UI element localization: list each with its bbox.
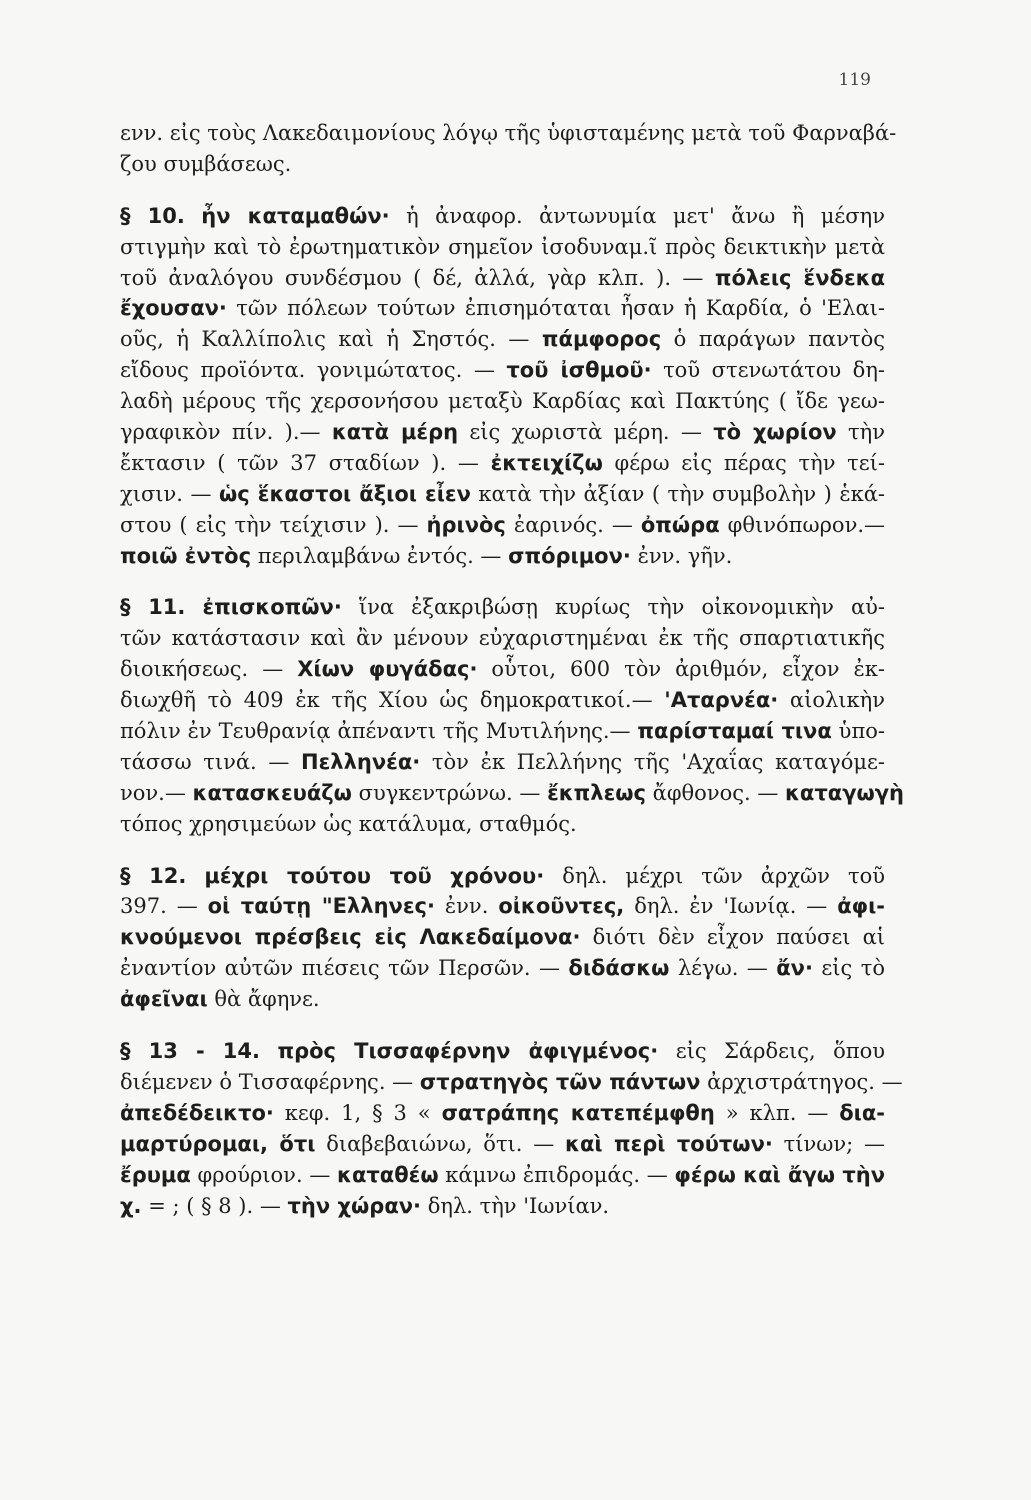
- bold-term: Χίων φυγάδας·: [297, 657, 478, 682]
- text-run: [185, 595, 202, 619]
- text-run: τὸν ἐκ Πελλήνης τῆς 'Αχαΐας καταγόμε-: [420, 749, 885, 774]
- text-run: ἔκτασιν ( τῶν 37 σταδίων ). —: [120, 450, 491, 475]
- text-run: στιγμὴν καὶ τὸ ἐρωτηματικὸν σημεῖον ἰσοδυναμ.ῖ πρὸς δεικτικὴν μετὰ: [120, 234, 885, 259]
- page-number: 119: [838, 70, 871, 90]
- text-line: [120, 716, 885, 747]
- bold-term: καταγωγὴ: [785, 780, 905, 805]
- bold-term: πάμφορος: [541, 327, 662, 352]
- bold-term: ἀφεῖναι: [120, 987, 208, 1012]
- text-run: ἐαρινός. —: [505, 512, 641, 537]
- text-line: [120, 293, 885, 324]
- bold-term: ἐπισκοπῶν·: [202, 595, 342, 620]
- text-line: [120, 448, 885, 479]
- text-run: συγκεντρώνω. —: [351, 780, 548, 805]
- bold-term: πρὸς Τισσαφέρνην ἀφιγμένος·: [277, 1039, 659, 1064]
- bold-term: § 11.: [120, 595, 186, 620]
- text-line: [120, 263, 885, 294]
- bold-term: διδάσκω: [568, 956, 670, 981]
- bold-term: μέχρι τούτου τοῦ χρόνου·: [204, 863, 545, 888]
- text-line: [120, 922, 885, 953]
- text-run: ενν. εἰς τοὺς Λακεδαιμονίους λόγῳ τῆς ὑφισταμένης μετὰ τοῦ Φαρναβά-: [120, 121, 897, 145]
- bold-term: Πελληνέα·: [301, 749, 421, 774]
- text-run: [260, 1039, 277, 1063]
- text-run: ἡ ἀναφορ. ἀντωνυμία μετ' ἄνω ἢ μέσην: [389, 203, 885, 228]
- bold-term: κατὰ μέρη: [331, 420, 459, 445]
- text-run: τάσσω τινά. —: [120, 749, 302, 774]
- text-run: [186, 864, 204, 888]
- text-run: φθινόπωρον.—: [719, 512, 886, 537]
- text-line: [120, 510, 885, 541]
- text-run: φρούριον. —: [190, 1162, 338, 1187]
- text-line: [120, 1129, 885, 1160]
- text-line: [120, 1067, 903, 1098]
- text-line: [120, 201, 885, 232]
- text-line: [120, 861, 885, 892]
- text-run: ἐναντίον αὐτῶν πιέσεις τῶν Περσῶν. —: [120, 956, 569, 981]
- bold-term: ἔχουσαν·: [120, 296, 227, 321]
- text-run: περιλαμβάνω ἐντός. —: [251, 543, 509, 568]
- text-run: ἐνν. γῆν.: [630, 543, 733, 568]
- bold-term: καὶ περὶ τούτων·: [565, 1131, 773, 1156]
- text-run: εἰς χωριστὰ μέρη. —: [458, 420, 714, 445]
- commentary-text: [120, 118, 905, 1221]
- text-run: διέμενεν ὁ Τισσαφέρνης. —: [120, 1069, 420, 1094]
- text-line: [120, 891, 885, 922]
- text-line: [120, 654, 885, 685]
- text-line: [120, 592, 885, 623]
- text-line: [120, 324, 885, 355]
- text-run: ἵνα ἐξακριβώσῃ κυρίως τὴν οἰκονομικὴν αὐ-: [341, 595, 885, 620]
- text-line: [120, 355, 885, 386]
- bold-term: μαρτύρομαι, ὅτι: [120, 1131, 316, 1156]
- bold-term: οἰκοῦντες,: [498, 894, 625, 919]
- bold-term: ἔκπλεως: [547, 780, 646, 805]
- text-run: ἐνν.: [434, 894, 499, 919]
- text-run: εἴδους προϊόντα. γονιμώτατος. —: [120, 358, 507, 383]
- text-run: ἀρχιστράτηγος. —: [700, 1069, 903, 1094]
- text-run: δηλ. ἐν 'Ιωνίᾳ. —: [624, 894, 838, 919]
- bold-term: στρατηγὸς τῶν πάντων: [419, 1069, 701, 1094]
- text-line: [120, 623, 885, 654]
- text-line: [120, 149, 885, 180]
- text-line: [120, 541, 885, 572]
- text-run: κεφ. 1, § 3 «: [273, 1100, 442, 1125]
- text-run: ὁ παράγων παντὸς: [661, 327, 885, 352]
- text-line: [120, 1036, 885, 1067]
- text-run: τοῦ ἀναλόγου συνδέσμου ( δέ, ἀλλά, γὰρ κλπ. ). —: [120, 265, 715, 290]
- bold-term: χ.: [120, 1193, 142, 1218]
- text-line: [120, 984, 885, 1015]
- bold-term: § 13 - 14.: [120, 1039, 260, 1064]
- text-line: [120, 809, 885, 840]
- text-line: [120, 685, 885, 716]
- bold-term: σπόριμον·: [508, 543, 631, 568]
- text-run: στου ( εἰς τὴν τείχισιν ). —: [120, 512, 427, 537]
- text-run: » κλπ. —: [714, 1100, 840, 1125]
- bold-term: δια-: [839, 1100, 886, 1125]
- text-run: κάμνω ἐπιδρομάς. —: [438, 1162, 675, 1187]
- text-line: [120, 386, 885, 417]
- text-run: τόπος χρησιμεύων ὡς κατάλυμα, σταθμός.: [120, 811, 577, 836]
- text-run: οὗτοι, 600 τὸν ἀριθμόν, εἶχον ἐκ-: [477, 657, 885, 682]
- text-run: διότι δὲν εἶχον παύσει αἱ: [580, 925, 885, 950]
- text-run: [185, 204, 201, 228]
- text-run: διοικήσεως. —: [120, 657, 298, 682]
- text-line: [120, 953, 885, 984]
- text-run: λέγω. —: [669, 956, 777, 981]
- bold-term: ἠρινὸς: [426, 512, 506, 537]
- text-run: φέρω εἰς πέρας τὴν τεί-: [602, 450, 885, 475]
- text-run: νον.—: [120, 780, 193, 805]
- text-run: τὴν: [836, 420, 886, 445]
- bold-term: κνούμενοι πρέσβεις εἰς Λακεδαίμονα·: [120, 925, 581, 950]
- text-run: ζου συμβάσεως.: [120, 151, 292, 176]
- text-run: ἄφθονος. —: [645, 780, 786, 805]
- bold-term: πόλεις ἕνδεκα: [714, 265, 885, 290]
- bold-term: τὸ χωρίον: [713, 420, 837, 445]
- text-line: [120, 118, 897, 149]
- bold-term: ἔρυμα: [120, 1162, 191, 1187]
- text-run: τῶν κατάστασιν καὶ ἂν μένουν εὐχαριστημέναι ἐκ τῆς σπαρτιατικῆς: [120, 626, 885, 651]
- bold-term: ἦν καταμαθών·: [201, 203, 390, 228]
- bold-term: ἄν·: [776, 956, 813, 981]
- text-run: δηλ. τὴν 'Ιωνίαν.: [421, 1193, 610, 1218]
- bold-term: § 12.: [120, 863, 187, 888]
- text-run: χισιν. —: [120, 481, 219, 506]
- text-line: [120, 1191, 885, 1222]
- text-run: δηλ. μέχρι τῶν ἀρχῶν τοῦ: [544, 863, 885, 888]
- bold-term: παρίσταμαί τινα: [637, 719, 832, 744]
- text-run: τῶν πόλεων τούτων ἐπισημόταται ἦσαν ἡ Καρδία, ὁ 'Ελαι-: [226, 296, 885, 321]
- text-run: κατὰ τὴν ἀξίαν ( τὴν συμβολὴν ) ἑκά-: [470, 481, 886, 506]
- bold-term: σατράπης κατεπέμφθη: [441, 1100, 715, 1125]
- text-run: διωχθῆ τὸ 409 ἐκ τῆς Χίου ὡς δημοκρατικοί.—: [120, 688, 665, 713]
- text-run: θὰ ἄφηνε.: [207, 987, 320, 1012]
- text-line: [120, 1098, 885, 1129]
- bold-term: ἀφι-: [837, 894, 886, 919]
- text-run: πόλιν ἐν Τευθρανίᾳ ἀπέναντι τῆς Μυτιλήνης.—: [120, 719, 638, 744]
- bold-term: ἀπεδέδεικτο·: [120, 1100, 274, 1125]
- bold-term: ἐκτειχίζω: [490, 450, 603, 475]
- bold-term: καταθέω: [337, 1162, 439, 1187]
- text-line: [120, 778, 905, 809]
- text-run: ὑπο-: [831, 719, 885, 744]
- text-run: τίνων; —: [772, 1131, 885, 1156]
- bold-term: κατασκευάζω: [192, 780, 352, 805]
- text-run: τοῦ στενωτάτου δη-: [651, 358, 885, 383]
- text-run: οῦς, ἡ Καλλίπολις καὶ ἡ Σηστός. —: [120, 327, 542, 352]
- text-line: [120, 417, 885, 448]
- text-run: γραφικὸν πίν. ).—: [120, 420, 332, 445]
- text-line: [120, 232, 885, 263]
- text-run: εἰς τὸ: [812, 956, 885, 981]
- text-line: [120, 1160, 885, 1191]
- bold-term: 'Αταρνέα·: [664, 688, 779, 713]
- text-line: [120, 747, 885, 778]
- text-run: αἰολικὴν: [778, 688, 885, 713]
- text-run: εἰς Σάρδεις, ὅπου: [658, 1039, 885, 1064]
- bold-term: ποιῶ ἐντὸς: [120, 543, 252, 568]
- text-run: λαδὴ μέρους τῆς χερσονήσου μεταξὺ Καρδίας καὶ Πακτύης ( ἴδε γεω-: [120, 389, 885, 414]
- text-run: 397. —: [120, 894, 208, 919]
- text-line: [120, 479, 885, 510]
- bold-term: ὡς ἕκαστοι ἄξιοι εἶεν: [218, 481, 471, 506]
- text-run: διαβεβαιώνω, ὅτι. —: [315, 1131, 566, 1156]
- bold-term: φέρω καὶ ἄγω τὴν: [674, 1162, 885, 1187]
- bold-term: § 10.: [120, 203, 185, 228]
- bold-term: οἱ ταύτῃ "Ελληνες·: [207, 894, 435, 919]
- text-run: = ; ( § 8 ). —: [141, 1193, 288, 1218]
- bold-term: ὀπώρα: [640, 512, 720, 537]
- bold-term: τὴν χώραν·: [287, 1193, 422, 1218]
- bold-term: τοῦ ἰσθμοῦ·: [506, 358, 652, 383]
